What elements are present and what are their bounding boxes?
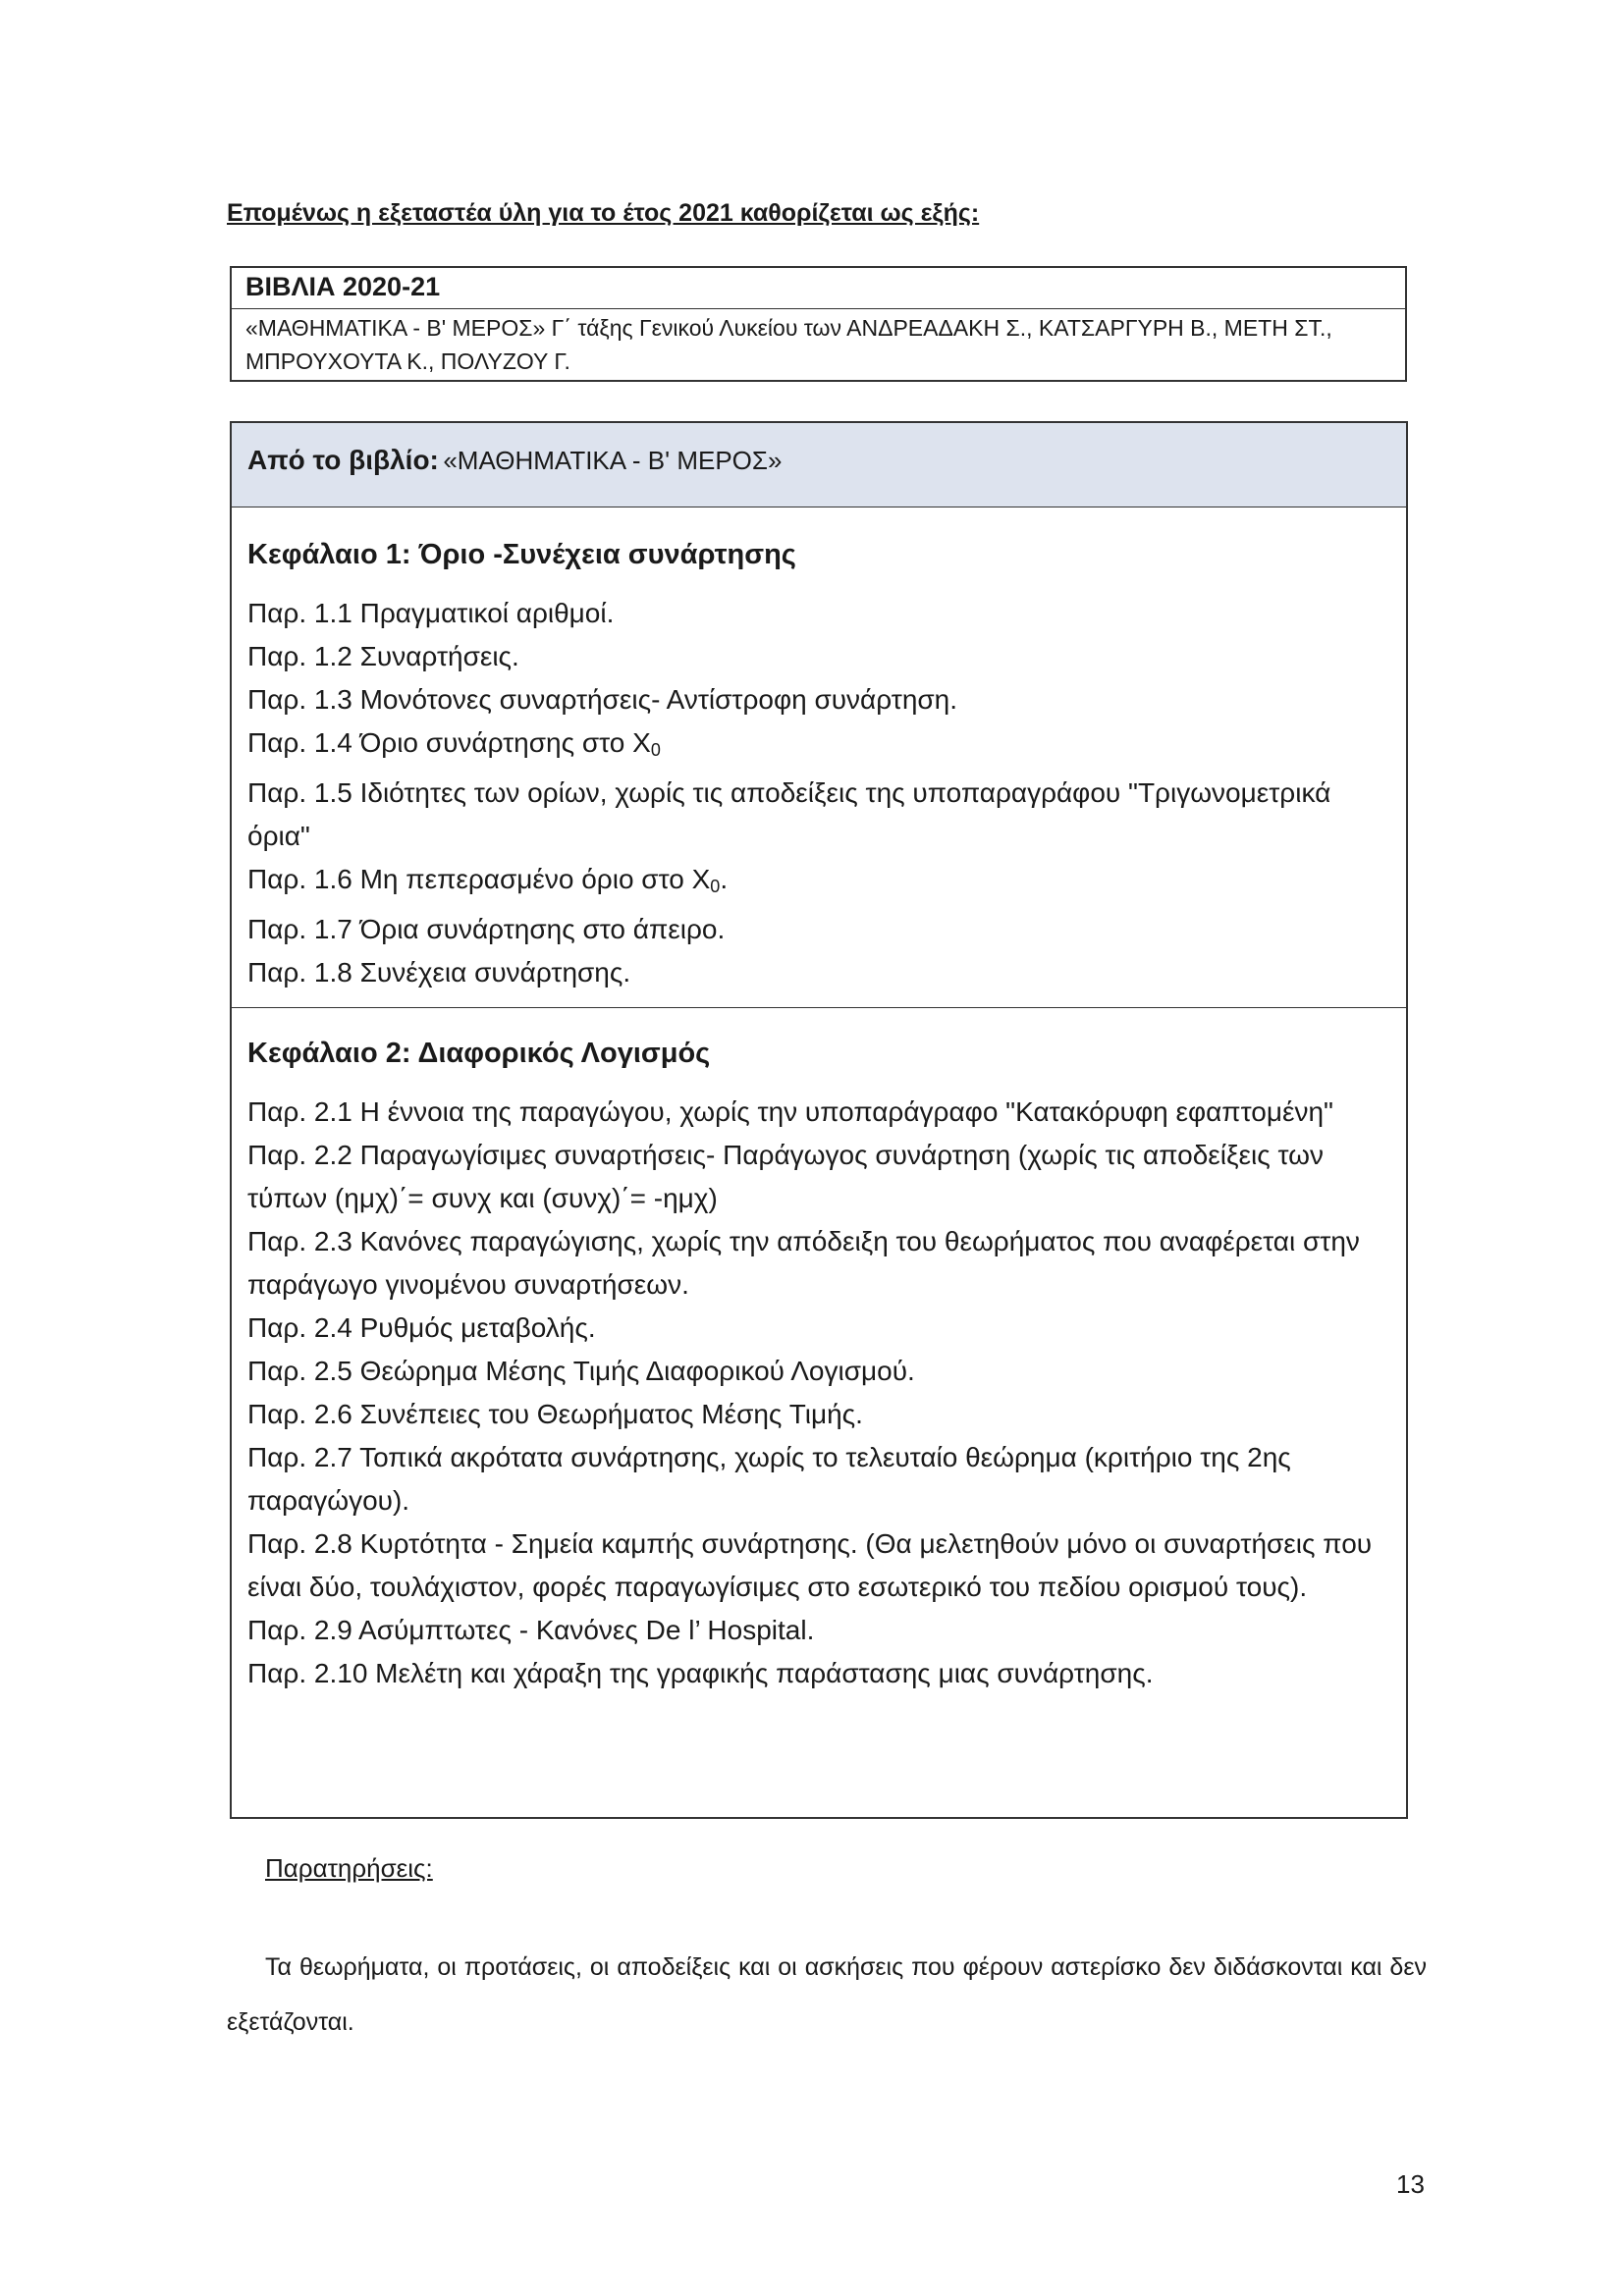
list-item: Παρ. 1.1 Πραγματικοί αριθμοί.: [247, 598, 615, 628]
chapter-title: Κεφάλαιο 1: Όριο -Συνέχεια συνάρτησης: [247, 539, 796, 570]
book-label: Από το βιβλίο:: [247, 445, 439, 475]
list-item: Παρ. 1.8 Συνέχεια συνάρτησης.: [247, 957, 631, 988]
list-item: Παρ. 2.7 Τοπικά ακρότατα συνάρτησης, χωρίς το τελευταίο θεώρημα (κριτήριο της 2ης παραγώγου).: [247, 1442, 1291, 1516]
list-item-text: Παρ. 1.6 Μη πεπερασμένο όριο στο Χ: [247, 864, 711, 894]
list-item: Παρ. 1.7 Όρια συνάρτησης στο άπειρο.: [247, 914, 726, 944]
list-item: Παρ. 1.3 Μονότονες συναρτήσεις- Αντίστροφη συνάρτηση.: [247, 684, 958, 715]
chapter-title: Κεφάλαιο 2: Διαφορικός Λογισμός: [247, 1038, 711, 1069]
list-item: Παρ. 2.4 Ρυθμός μεταβολής.: [247, 1312, 596, 1343]
list-item-text: Παρ. 1.4 Όριο συνάρτησης στο Χ: [247, 727, 651, 758]
subscript: 0: [710, 877, 721, 896]
intro-heading: Επομένως η εξεταστέα ύλη για το έτος 2021 καθορίζεται ως εξής:: [227, 199, 980, 227]
chapter-2: [232, 1008, 1406, 1695]
notes-text: Τα θεωρήματα, οι προτάσεις, οι αποδείξεις και οι ασκήσεις που φέρουν αστερίσκο δεν διδάσκονται και δεν εξετάζονται.: [227, 1953, 1427, 2036]
syllabus-header: [232, 423, 1406, 507]
chapter-1: [232, 507, 1406, 1008]
list-item: Παρ. 2.5 Θεώρημα Μέσης Τιμής Διαφορικού Λογισμού.: [247, 1356, 915, 1386]
list-item: Παρ. 1.6 Μη πεπερασμένο όριο στο $X_0$.: [247, 864, 729, 896]
notes-label: Παρατηρήσεις:: [265, 1853, 433, 1883]
books-table: [230, 266, 1407, 382]
list-item: Παρ. 2.9 Ασύμπτωτες - Κανόνες De l’ Hospital.: [247, 1615, 815, 1645]
list-item: Παρ. 2.6 Συνέπειες του Θεωρήματος Μέσης Τιμής.: [247, 1399, 863, 1429]
list-item: Παρ. 1.2 Συναρτήσεις.: [247, 641, 519, 671]
books-description: «ΜΑΘΗΜΑΤΙΚΑ - Β' ΜΕΡΟΣ» Γ΄ τάξης Γενικού Λυκείου των ΑΝΔΡΕΑΔΑΚΗ Σ., ΚΑΤΣΑΡΓΥΡΗ Β., ΜΕΤΗ ΣΤ., ΜΠΡΟΥΧΟΥΤΑ Κ., ΠΟΛΥΖΟΥ Γ.: [245, 315, 1332, 374]
list-item: Παρ. 2.1 Η έννοια της παραγώγου, χωρίς την υποπαράγραφο "Κατακόρυφη εφαπτομένη": [247, 1096, 1333, 1127]
list-item: Παρ. 2.3 Κανόνες παραγώγισης, χωρίς την απόδειξη του θεωρήματος που αναφέρεται στην παράγωγο γινομένου συναρτήσεων.: [247, 1226, 1360, 1300]
subscript: 0: [650, 740, 661, 760]
syllabus-table: [230, 421, 1408, 1819]
list-item: Παρ. 1.5 Ιδιότητες των ορίων, χωρίς τις αποδείξεις της υποπαραγράφου "Τριγωνομετρικά όρια": [247, 777, 1331, 851]
list-item: Παρ. 2.10 Μελέτη και χάραξη της γραφικής παράστασης μιας συνάρτησης.: [247, 1658, 1154, 1688]
books-heading: ΒΙΒΛΙΑ 2020-21: [232, 268, 1405, 309]
list-item: Παρ. 2.2 Παραγωγίσιμες συναρτήσεις- Παράγωγος συνάρτηση (χωρίς τις αποδείξεις των τύπων (ημχ)΄= συνχ και (συνχ)΄= -ημχ): [247, 1140, 1325, 1213]
book-title: «ΜΑΘΗΜΑΤΙΚΑ - Β' ΜΕΡΟΣ»: [443, 446, 783, 475]
list-item: [247, 721, 1392, 772]
page-number: 13: [1396, 2169, 1425, 2199]
list-item: Παρ. 2.8 Κυρτότητα - Σημεία καμπής συνάρτησης. (Θα μελετηθούν μόνο οι συναρτήσεις που είναι δύο, τουλάχιστον, φορές παραγωγίσιμες στο εσωτερικό του πεδίου ορισμού τους).: [247, 1528, 1373, 1602]
